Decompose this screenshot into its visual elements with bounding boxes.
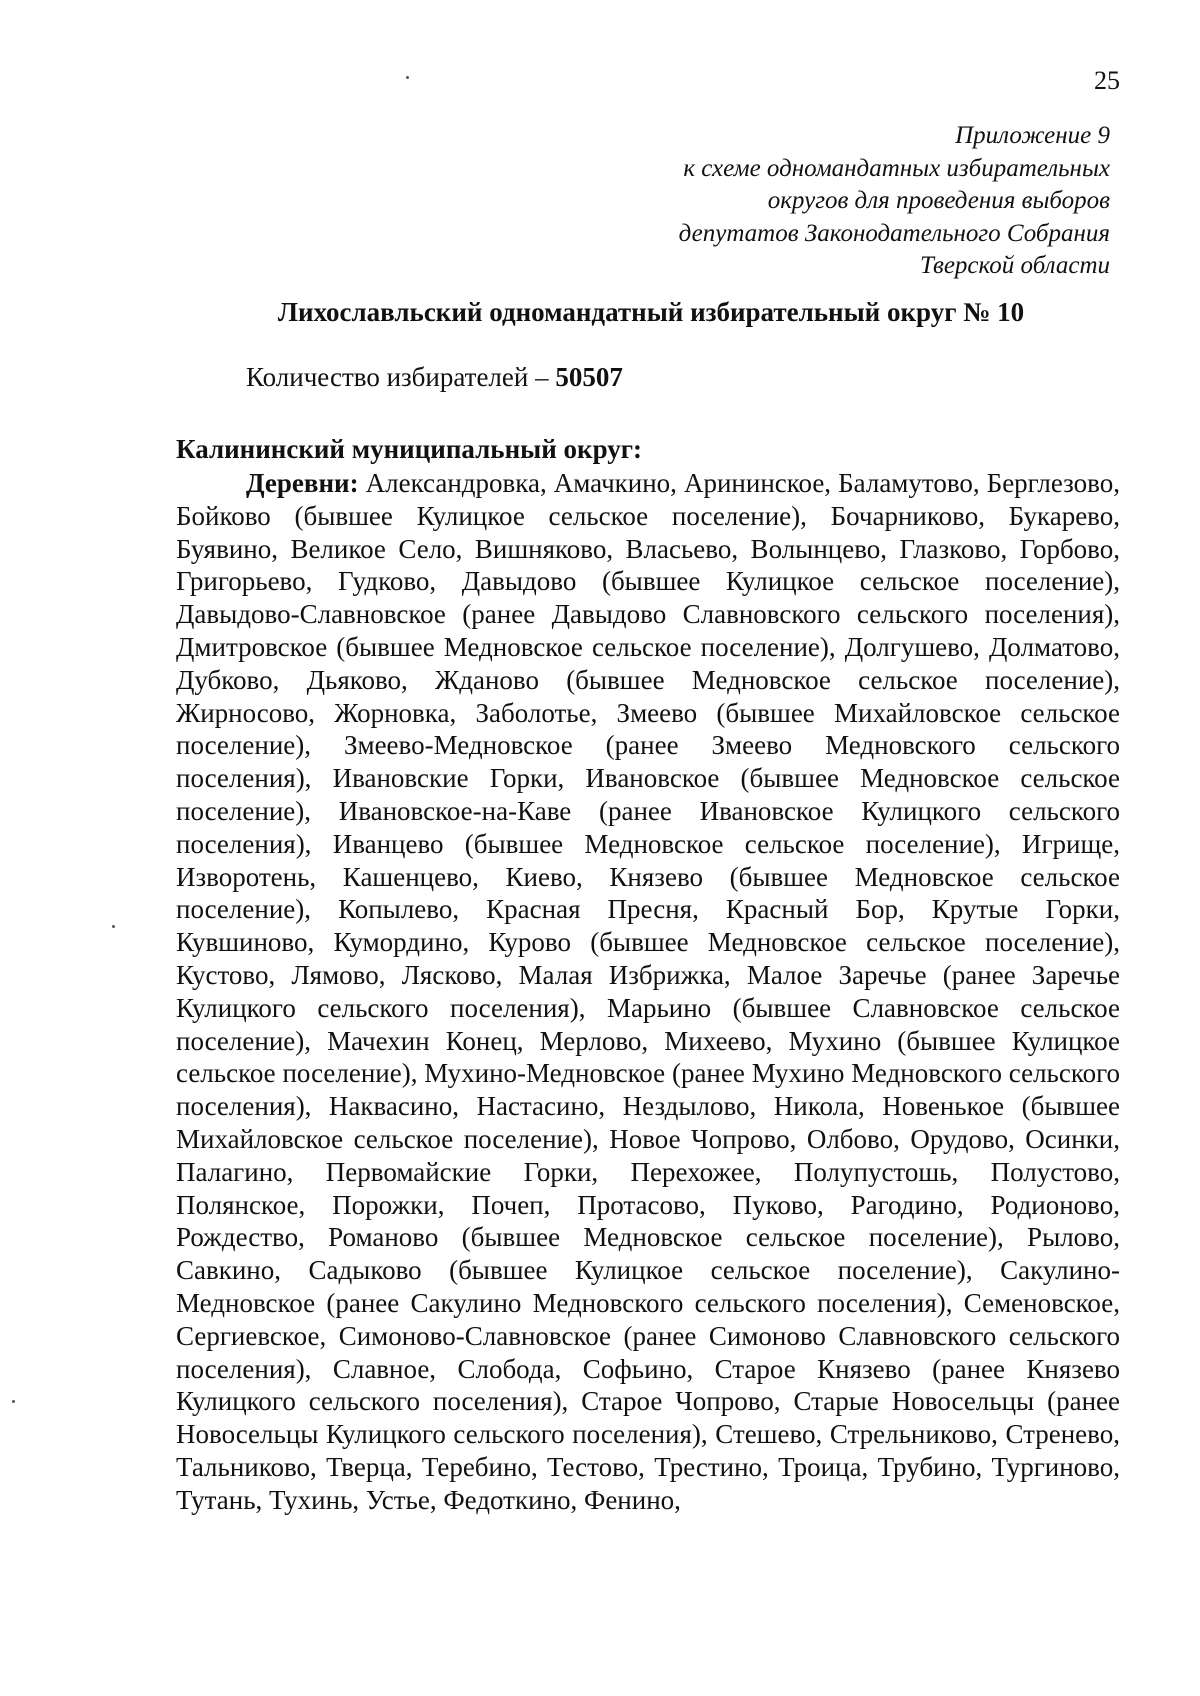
appendix-line: депутатов Законодательного Собрания bbox=[678, 219, 1110, 247]
voters-count: 50507 bbox=[555, 362, 623, 392]
villages-list: Александровка, Амачкино, Арининское, Баламутово, Берглезово, Бойково (бывшее Кулицкое сельское поселение), Бочарниково, Букарево, Буявино, Великое Село, Вишняково, Власьево, Волынцево, Глазково, Горбово, Григорьево, Гудково, Давыдово (бывшее Кулицкое сельское поселение), Давыдово-Славновское (ранее Давыдово Славновского сельского поселения), Дмитровское (бывшее Медновское сельское поселение), Долгушево, Долматово, Дубково, Дьяково, Жданово (бывшее Медновское сельское поселение), Жирносово, Жорновка, Заболотье, Змеево (бывшее Михайловское сельское поселение), Змеево-Медновское (ранее Змеево Медновского сельского поселения), Ивановские Горки, Ивановское (бывшее Медновское сельское поселение), Ивановское-на-Каве (ранее Ивановское Кулицкого сельского поселения), Иванцево (бывшее Медновское сельское поселение), Игрище, Изворотень, Кашенцево, Киево, Князево (бывшее Медновское сельское поселение), Копылево, Красная Пресня, Красный Бор, Крутые Горки, Кувшиново, Кумордино, Курово (бывшее Медновское сельское поселение), Кустово, Лямово, Лясково, Малая Избрижка, Малое Заречье (ранее Заречье Кулицкого сельского поселения), Марьино (бывшее Славновское сельское поселение), Мачехин Конец, Мерлово, Михеево, Мухино (бывшее Кулицкое сельское поселение), Мухино-Медновское (ранее Мухино Медновского сельского поселения), Наквасино, Настасино, Нездылово, Никола, Новенькое (бывшее Михайловское сельское поселение), Новое Чопрово, Олбово, Орудово, Осинки, Палагино, Первомайские Горки, Перехожее, Полупустошь, Полустово, Полянское, Порожки, Почеп, Протасово, Пуково, Рагодино, Родионово, Рождество, Романово (бывшее Медновское сельское поселение), Рылово, Савкино, Садыково (бывшее Кулицкое сельское поселение), Сакулино-Медновское (ранее Сакулино Медновского сельского поселения), Семеновское, Сергиевское, Симоново-Славновское (ранее Симоново Славновского сельского поселения), Славное, Слобода, Софьино, Старое Князево (ранее Князево Кулицкого сельского поселения), Старое Чопрово, Старые Новосельцы (ранее Новосельцы Кулицкого сельского поселения), Стешево, Стрельниково, Стренево, Тальниково, Тверца, Теребино, Тестово, Трестино, Троица, Трубино, Тургиново, Тутань, Тухинь, Устье, Федоткино, Фенино, bbox=[176, 468, 1120, 1515]
voters-label: Количество избирателей – bbox=[246, 362, 556, 392]
villages-paragraph bbox=[176, 467, 1120, 1517]
appendix-reference bbox=[550, 120, 1110, 283]
scan-speck bbox=[406, 76, 409, 79]
appendix-line: Приложение 9 bbox=[955, 122, 1110, 149]
scan-speck bbox=[12, 1400, 15, 1403]
voters-count-line bbox=[246, 360, 623, 394]
district-title: Лихославльский одномандатный избирательный округ № 10 bbox=[277, 297, 1025, 327]
appendix-line: округов для проведения выборов bbox=[767, 187, 1110, 214]
villages-label: Деревни: bbox=[246, 468, 359, 498]
appendix-line: Тверской области bbox=[919, 252, 1110, 279]
page-number: 25 bbox=[1094, 66, 1120, 95]
municipal-district-heading: Калининский муниципальный округ: bbox=[176, 434, 642, 464]
appendix-line: к схеме одномандатных избирательных bbox=[683, 154, 1110, 182]
scan-speck bbox=[112, 925, 115, 928]
